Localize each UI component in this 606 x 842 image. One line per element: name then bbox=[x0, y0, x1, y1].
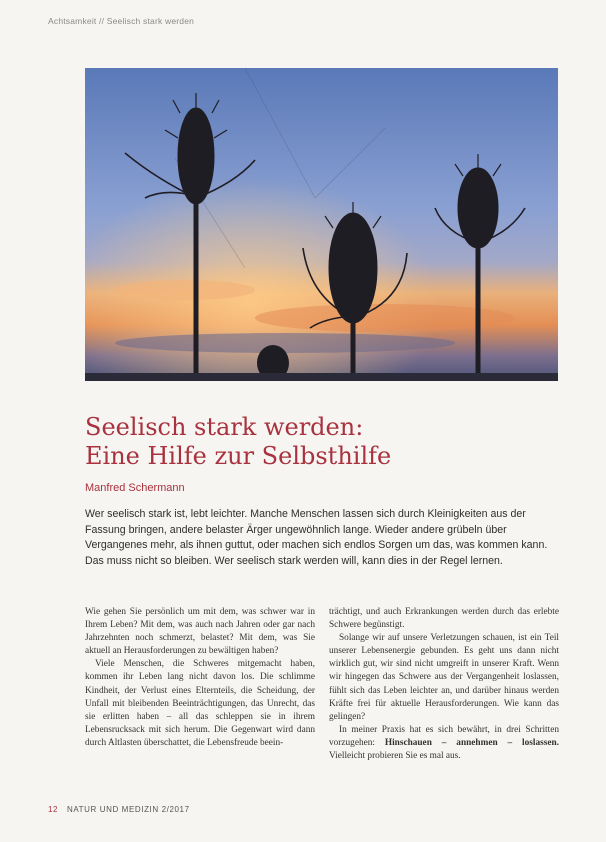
article-photo bbox=[85, 68, 558, 381]
body-paragraph: Solange wir auf unsere Verletzungen schauen, ist ein Teil unserer Lebensenergie gebunden. Es geht uns dann nicht wirklich gut, wir sind nicht umgreift in unserer Kraft. Wenn wir hingegen das Schwere aus der Vergangenheit loslassen, fühlt sich das Leben leichter an, und darüber hinaus werden Kräfte frei für aktuelle Herausforderungen. Wie kann das gelingen? bbox=[329, 633, 559, 722]
body-bold-text: Hinschauen – annehmen – loslassen. bbox=[384, 737, 559, 748]
body-column-right bbox=[329, 606, 559, 763]
magazine-name: NATUR UND MEDIZIN 2/2017 bbox=[66, 805, 190, 814]
body-paragraph: trächtigt, und auch Erkrankungen werden durch das erlebte Schwere begünstigt. bbox=[329, 607, 559, 631]
body-paragraph: Viele Menschen, die Schweres mitgemacht haben, kommen ihr Leben lang nicht davon los. Die schlimme Kindheit, der Verlust eines Elternteils, die Scheidung, der Unfall mit bleibenden Beeinträchtigungen, das Unrecht, das sie erlitten haben – all das schleppen sie in ihrem Lebensrucksack mit sich herum. Die Gegenwart wird dann durch Altlasten überschattet, die Lebensfreude beein- bbox=[85, 659, 315, 748]
lead-paragraph: Wer seelisch stark ist, lebt leichter. Manche Menschen lassen sich durch Kleinigkeiten aus der Fassung bringen, andere belaster Ärger ungewöhnlich lange. Wieder andere grübeln über Vergangenes mehr, als ihnen guttut, oder machen sich endlos Sorgen um das, was kommen kann. Das muss nicht so bleiben. Wer seelisch stark werden will, kann dies in der Regel lernen. bbox=[85, 508, 548, 567]
teasel-sunset-image bbox=[85, 68, 558, 381]
body-paragraph bbox=[329, 724, 559, 763]
title-line-2: Eine Hilfe zur Selbsthilfe bbox=[85, 442, 392, 470]
body-text: Vielleicht probieren Sie es mal aus. bbox=[329, 751, 461, 762]
body-paragraph: Wie gehen Sie persönlich um mit dem, was schwer war in Ihrem Leben? Mit dem, was auch nach Jahren oder gar nach Jahrzehnten noch schmerzt, belastet? Mit dem, was Sie aktuell an Herausforderungen zu bewältigen haben? bbox=[85, 607, 315, 657]
running-head: Achtsamkeit // Seelisch stark werden bbox=[48, 16, 195, 26]
author-name: Manfred Schermann bbox=[85, 482, 185, 494]
title-line-1: Seelisch stark werden: bbox=[85, 413, 364, 441]
body-column-left bbox=[85, 606, 315, 750]
page-footer bbox=[48, 805, 190, 814]
article-title bbox=[85, 413, 555, 471]
page-number: 12 bbox=[48, 805, 59, 814]
body-text: In meiner Praxis hat es sich bewährt, in drei Schritten vorzugehen: bbox=[329, 724, 559, 748]
